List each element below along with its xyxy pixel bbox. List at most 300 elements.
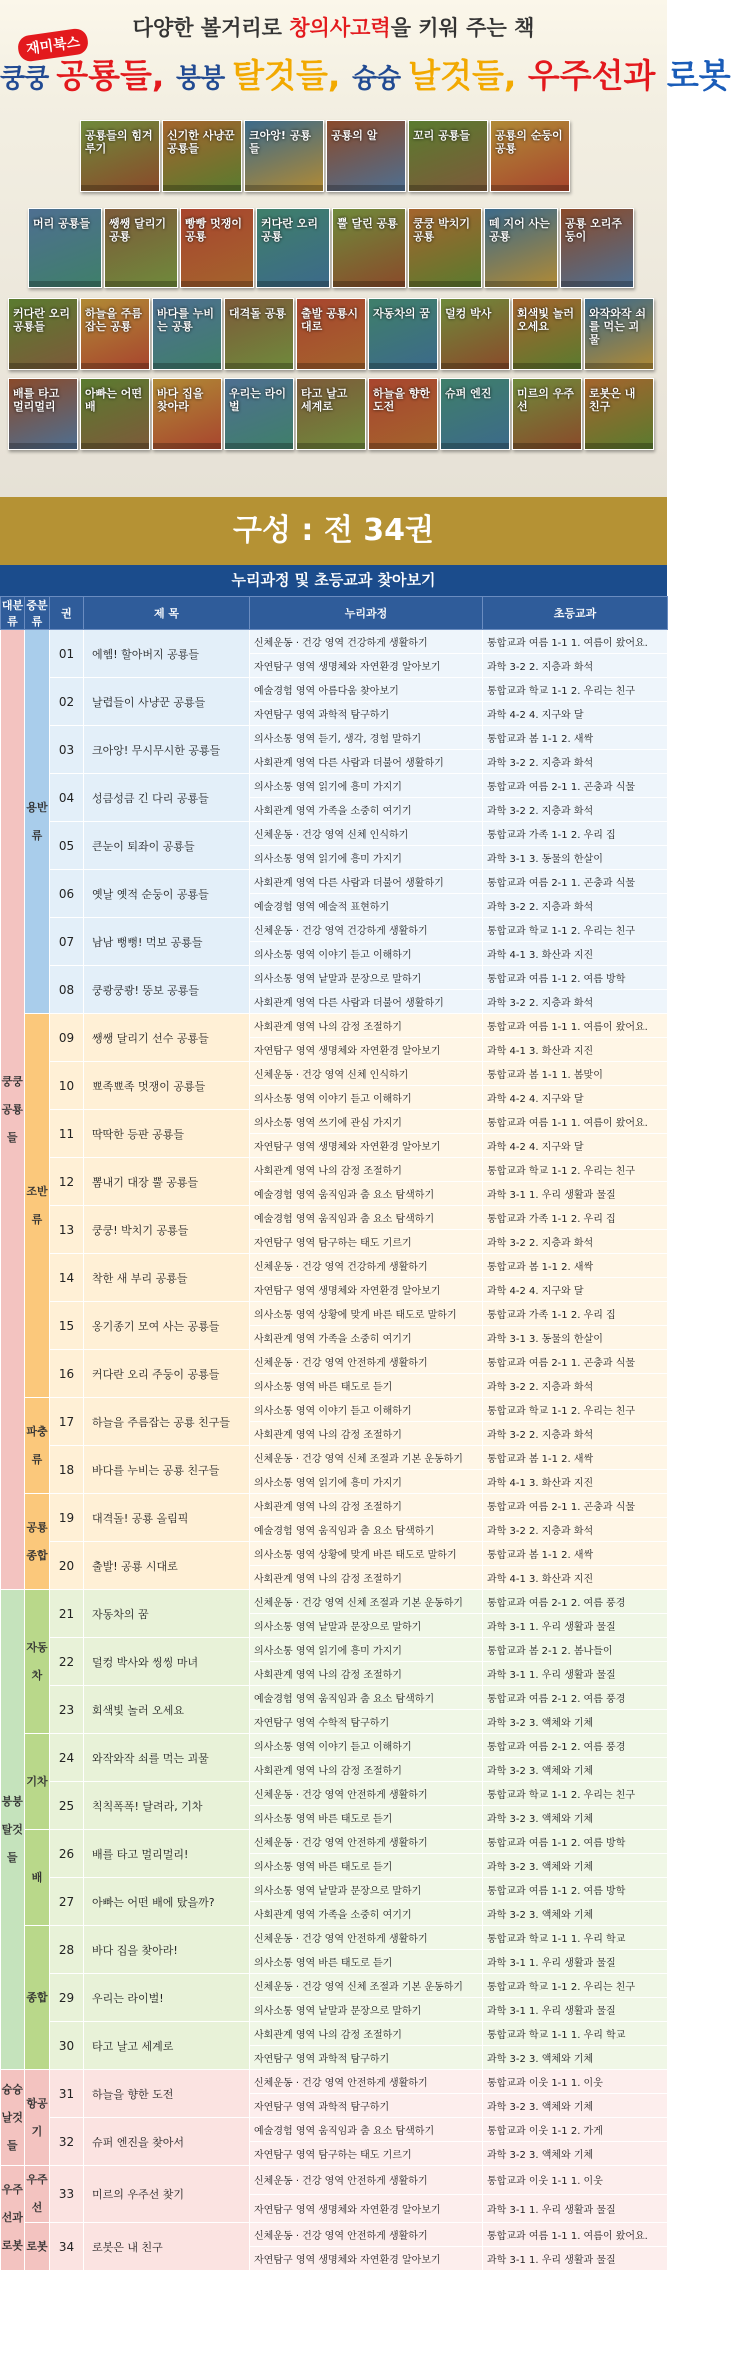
nuri-curriculum-item: 의사소통 영역 낱말과 문장으로 말하기 <box>250 1614 483 1638</box>
book-title: 타고 날고 세계로 <box>84 2022 250 2070</box>
nuri-curriculum-item: 신체운동 · 건강 영역 안전하게 생활하기 <box>250 1926 483 1950</box>
book-title: 뽐내기 대장 뿔 공룡들 <box>84 1158 250 1206</box>
book-cover <box>28 208 102 288</box>
book-title: 칙칙폭폭! 달려라, 기차 <box>84 1782 250 1830</box>
elementary-curriculum-item: 과학 3-2 3. 액체와 기체 <box>483 1758 668 1782</box>
book-title: 아빠는 어떤 배에 탔을까? <box>84 1878 250 1926</box>
volume-number: 29 <box>50 1974 84 2022</box>
book-cover-title: 신기한 사냥꾼 공룡들 <box>167 129 235 155</box>
book-cover <box>224 378 294 450</box>
volume-number: 30 <box>50 2022 84 2070</box>
book-cover <box>512 378 582 450</box>
book-title: 바다를 누비는 공룡 친구들 <box>84 1446 250 1494</box>
book-title: 하늘을 향한 도전 <box>84 2070 250 2118</box>
elementary-curriculum-item: 통합교과 여름 1-1 1. 여름이 왔어요. <box>483 630 668 654</box>
nuri-curriculum-item: 예술경험 영역 예술적 표현하기 <box>250 894 483 918</box>
book-cover-title: 우리는 라이벌 <box>229 387 286 413</box>
nuri-curriculum-item: 신체운동 · 건강 영역 안전하게 생활하기 <box>250 2070 483 2094</box>
curriculum-table <box>0 596 668 2271</box>
nuri-curriculum-item: 신체운동 · 건강 영역 신체 인식하기 <box>250 822 483 846</box>
nuri-curriculum-item: 사회관계 영역 나의 감정 조절하기 <box>250 2022 483 2046</box>
volume-number: 13 <box>50 1206 84 1254</box>
elementary-curriculum-item: 통합교과 가족 1-1 2. 우리 집 <box>483 822 668 846</box>
nuri-curriculum-item: 신체운동 · 건강 영역 신체 조절과 기본 운동하기 <box>250 1446 483 1470</box>
nuri-curriculum-item: 의사소통 영역 상황에 맞게 바른 태도로 말하기 <box>250 1302 483 1326</box>
book-cover <box>162 120 242 192</box>
book-title: 쿵쿵! 박치기 공룡들 <box>84 1206 250 1254</box>
book-cover-title: 미르의 우주선 <box>517 387 574 413</box>
volume-number: 32 <box>50 2118 84 2166</box>
book-cover-band <box>245 185 323 191</box>
volume-number: 02 <box>50 678 84 726</box>
book-cover-band <box>585 363 653 369</box>
table-title: 누리과정 및 초등교과 찾아보기 <box>0 565 667 596</box>
volume-number: 31 <box>50 2070 84 2118</box>
nuri-curriculum-item: 예술경험 영역 아름다움 찾아보기 <box>250 678 483 702</box>
book-cover <box>368 298 438 370</box>
table-row <box>1 966 668 990</box>
book-cover-title: 떼 지어 사는 공룡 <box>489 217 550 243</box>
book-cover-band <box>81 185 159 191</box>
book-cover <box>152 378 222 450</box>
elementary-curriculum-item: 통합교과 학교 1-1 2. 우리는 친구 <box>483 1398 668 1422</box>
nuri-curriculum-item: 의사소통 영역 이야기 듣고 이해하기 <box>250 1086 483 1110</box>
book-title: 덜컹 박사와 씽씽 마녀 <box>84 1638 250 1686</box>
elementary-curriculum-item: 과학 3-2 3. 액체와 기체 <box>483 1806 668 1830</box>
elementary-curriculum-item: 과학 3-1 3. 동물의 한살이 <box>483 1326 668 1350</box>
elementary-curriculum-item: 과학 3-2 2. 지층과 화석 <box>483 1230 668 1254</box>
book-cover-band <box>441 443 509 449</box>
book-cover-title: 대격돌 공룡 <box>229 307 286 320</box>
series-title-part <box>527 56 667 95</box>
volume-number: 18 <box>50 1446 84 1494</box>
book-cover-title: 공룡 오리주둥이 <box>565 217 622 243</box>
book-cover-band <box>369 443 437 449</box>
table-row <box>1 1254 668 1278</box>
elementary-curriculum-item: 과학 3-1 3. 동물의 한살이 <box>483 846 668 870</box>
book-cover <box>104 208 178 288</box>
book-cover-title: 공룡들의 힘겨루기 <box>85 129 153 155</box>
elementary-curriculum-item: 과학 4-2 4. 지구와 달 <box>483 1278 668 1302</box>
book-cover <box>440 378 510 450</box>
book-cover-band <box>327 185 405 191</box>
book-cover-title: 쌩쌩 달리기 공룡 <box>109 217 166 243</box>
category-cell: 붕붕 탈것들 <box>1 1590 25 2070</box>
book-cover <box>408 120 488 192</box>
nuri-curriculum-item: 사회관계 영역 나의 감정 조절하기 <box>250 1422 483 1446</box>
book-title: 쿵쾅쿵쾅! 뚱보 공룡들 <box>84 966 250 1014</box>
nuri-curriculum-item: 신체운동 · 건강 영역 건강하게 생활하기 <box>250 1254 483 1278</box>
elementary-curriculum-item: 과학 4-1 3. 화산과 지진 <box>483 1470 668 1494</box>
elementary-curriculum-item: 과학 3-2 3. 액체와 기체 <box>483 1854 668 1878</box>
nuri-curriculum-item: 사회관계 영역 가족을 소중히 여기기 <box>250 1902 483 1926</box>
elementary-curriculum-item: 통합교과 가족 1-1 2. 우리 집 <box>483 1206 668 1230</box>
series-title-sound: 쿵쿵 <box>0 64 57 94</box>
nuri-curriculum-item: 예술경험 영역 움직임과 춤 요소 탐색하기 <box>250 1206 483 1230</box>
nuri-curriculum-item: 사회관계 영역 나의 감정 조절하기 <box>250 1158 483 1182</box>
volume-count-banner: 구성 : 전 34권 <box>0 497 667 565</box>
nuri-curriculum-item: 의사소통 영역 읽기에 흥미 가지기 <box>250 1638 483 1662</box>
book-title: 에헴! 할아버지 공룡들 <box>84 630 250 678</box>
series-title-word: 로봇 <box>666 56 731 95</box>
volume-number: 17 <box>50 1398 84 1446</box>
elementary-curriculum-item: 통합교과 봄 1-1 2. 새싹 <box>483 1446 668 1470</box>
book-cover-band <box>225 443 293 449</box>
book-cover-title: 덜컹 박사 <box>445 307 492 320</box>
nuri-curriculum-item: 자연탐구 영역 생명체와 자연환경 알아보기 <box>250 1038 483 1062</box>
table-row <box>1 1062 668 1086</box>
book-cover-band <box>513 363 581 369</box>
table-row <box>1 2022 668 2046</box>
volume-number: 15 <box>50 1302 84 1350</box>
nuri-curriculum-item: 신체운동 · 건강 영역 신체 조절과 기본 운동하기 <box>250 1974 483 1998</box>
book-title: 슈퍼 엔진을 찾아서 <box>84 2118 250 2166</box>
elementary-curriculum-item: 과학 3-2 2. 지층과 화석 <box>483 1518 668 1542</box>
elementary-curriculum-item: 과학 3-2 2. 지층과 화석 <box>483 894 668 918</box>
book-cover-title: 하늘을 향한 도전 <box>373 387 430 413</box>
book-cover-title: 머리 공룡들 <box>33 217 90 230</box>
category-cell: 슝슝 날것들 <box>1 2070 25 2166</box>
nuri-curriculum-item: 의사소통 영역 이야기 듣고 이해하기 <box>250 1734 483 1758</box>
book-cover <box>80 378 150 450</box>
elementary-curriculum-item: 통합교과 여름 1-1 1. 여름이 왔어요. <box>483 2223 668 2247</box>
table-row <box>1 2223 668 2247</box>
series-title-word: 날것들, <box>408 56 528 95</box>
elementary-curriculum-item: 통합교과 학교 1-1 2. 우리는 친구 <box>483 1158 668 1182</box>
elementary-curriculum-item: 과학 4-2 4. 지구와 달 <box>483 1134 668 1158</box>
book-cover-title: 커다란 오리 공룡들 <box>13 307 70 333</box>
nuri-curriculum-item: 의사소통 영역 상황에 맞게 바른 태도로 말하기 <box>250 1542 483 1566</box>
nuri-curriculum-item: 사회관계 영역 가족을 소중히 여기기 <box>250 1326 483 1350</box>
book-cover-band <box>297 363 365 369</box>
volume-number: 11 <box>50 1110 84 1158</box>
book-title: 날렵들이 사냥꾼 공룡들 <box>84 678 250 726</box>
elementary-curriculum-item: 과학 3-1 1. 우리 생활과 물질 <box>483 2194 668 2223</box>
book-cover <box>326 120 406 192</box>
book-cover <box>80 298 150 370</box>
elementary-curriculum-item: 통합교과 학교 1-1 1. 우리 학교 <box>483 2022 668 2046</box>
book-cover <box>152 298 222 370</box>
book-cover <box>560 208 634 288</box>
book-cover-title: 바다 집을 찾아라 <box>157 387 204 413</box>
series-title-sound: 붕붕 <box>175 64 233 94</box>
table-row <box>1 1398 668 1422</box>
volume-number: 34 <box>50 2223 84 2271</box>
series-title-word: 탈것들, <box>232 56 352 95</box>
volume-number: 33 <box>50 2166 84 2223</box>
book-cover-title: 바다를 누비는 공룡 <box>157 307 214 333</box>
volume-number: 25 <box>50 1782 84 1830</box>
nuri-curriculum-item: 의사소통 영역 바른 태도로 듣기 <box>250 1374 483 1398</box>
nuri-curriculum-item: 자연탐구 영역 생명체와 자연환경 알아보기 <box>250 1134 483 1158</box>
book-cover <box>80 120 160 192</box>
series-title-word: 우주선과 <box>527 56 667 95</box>
table-row <box>1 678 668 702</box>
book-cover <box>368 378 438 450</box>
book-cover-band <box>81 443 149 449</box>
nuri-curriculum-item: 자연탐구 영역 과학적 탐구하기 <box>250 2046 483 2070</box>
book-cover-title: 로봇은 내 친구 <box>589 387 636 413</box>
table-row <box>1 1638 668 1662</box>
book-cover-title: 쿵쿵 박치기 공룡 <box>413 217 470 243</box>
subcategory-cell: 로봇 <box>25 2223 50 2271</box>
book-title: 성큼성큼 긴 다리 공룡들 <box>84 774 250 822</box>
nuri-curriculum-item: 사회관계 영역 나의 감정 조절하기 <box>250 1662 483 1686</box>
elementary-curriculum-item: 과학 3-2 3. 액체와 기체 <box>483 2046 668 2070</box>
book-cover <box>408 208 482 288</box>
elementary-curriculum-item: 통합교과 학교 1-1 2. 우리는 친구 <box>483 678 668 702</box>
nuri-curriculum-item: 예술경험 영역 움직임과 춤 요소 탐색하기 <box>250 1182 483 1206</box>
elementary-curriculum-item: 통합교과 봄 1-1 2. 새싹 <box>483 1254 668 1278</box>
elementary-curriculum-item: 과학 3-2 3. 액체와 기체 <box>483 2094 668 2118</box>
book-cover-title: 배를 타고 멀리멀리 <box>13 387 60 413</box>
book-title: 로봇은 내 친구 <box>84 2223 250 2271</box>
book-title: 자동차의 꿈 <box>84 1590 250 1638</box>
elementary-curriculum-item: 통합교과 학교 1-1 2. 우리는 친구 <box>483 1974 668 1998</box>
subcategory-cell: 공룡종합 <box>25 1494 50 1590</box>
category-cell: 쿵쿵 공룡들 <box>1 630 25 1590</box>
brand-badge: 재미북스 <box>17 27 90 63</box>
nuri-curriculum-item: 신체운동 · 건강 영역 건강하게 생활하기 <box>250 918 483 942</box>
elementary-curriculum-item: 통합교과 여름 1-1 2. 여름 방학 <box>483 1878 668 1902</box>
nuri-curriculum-item: 자연탐구 영역 생명체와 자연환경 알아보기 <box>250 2247 483 2271</box>
table-header-cell: 제 목 <box>84 597 250 630</box>
nuri-curriculum-item: 예술경험 영역 움직임과 춤 요소 탐색하기 <box>250 1518 483 1542</box>
book-cover-band <box>585 443 653 449</box>
book-cover-band <box>485 281 557 287</box>
volume-number: 04 <box>50 774 84 822</box>
elementary-curriculum-item: 통합교과 봄 2-1 2. 봄나들이 <box>483 1638 668 1662</box>
elementary-curriculum-item: 과학 3-1 1. 우리 생활과 물질 <box>483 1182 668 1206</box>
book-cover-band <box>441 363 509 369</box>
nuri-curriculum-item: 의사소통 영역 바른 태도로 듣기 <box>250 1806 483 1830</box>
book-cover-title: 타고 날고 세계로 <box>301 387 348 413</box>
book-cover-band <box>181 281 253 287</box>
book-cover <box>8 378 78 450</box>
book-cover <box>256 208 330 288</box>
book-cover <box>332 208 406 288</box>
elementary-curriculum-item: 통합교과 여름 2-1 1. 곤충과 식물 <box>483 870 668 894</box>
book-title: 옛날 옛적 순둥이 공룡들 <box>84 870 250 918</box>
book-title: 쌩쌩 달리기 선수 공룡들 <box>84 1014 250 1062</box>
table-row <box>1 1590 668 1614</box>
elementary-curriculum-item: 통합교과 봄 1-1 2. 새싹 <box>483 726 668 750</box>
book-cover-band <box>409 281 481 287</box>
book-cover-band <box>153 363 221 369</box>
table-row <box>1 1206 668 1230</box>
book-title: 미르의 우주선 찾기 <box>84 2166 250 2223</box>
elementary-curriculum-item: 통합교과 여름 2-1 2. 여름 풍경 <box>483 1590 668 1614</box>
nuri-curriculum-item: 의사소통 영역 이야기 듣고 이해하기 <box>250 942 483 966</box>
book-cover-title: 공룡의 알 <box>331 129 378 142</box>
table-header-cell: 대분류 <box>1 597 25 630</box>
nuri-curriculum-item: 신체운동 · 건강 영역 안전하게 생활하기 <box>250 2223 483 2247</box>
volume-number: 14 <box>50 1254 84 1302</box>
table-header-cell: 중분류 <box>25 597 50 630</box>
book-cover-band <box>333 281 405 287</box>
elementary-curriculum-item: 과학 3-2 2. 지층과 화석 <box>483 798 668 822</box>
book-cover <box>484 208 558 288</box>
book-cover <box>296 378 366 450</box>
nuri-curriculum-item: 자연탐구 영역 탐구하는 태도 기르기 <box>250 2142 483 2166</box>
elementary-curriculum-item: 과학 3-1 1. 우리 생활과 물질 <box>483 1662 668 1686</box>
nuri-curriculum-item: 사회관계 영역 나의 감정 조절하기 <box>250 1494 483 1518</box>
nuri-curriculum-item: 의사소통 영역 듣기, 생각, 경험 말하기 <box>250 726 483 750</box>
nuri-curriculum-item: 사회관계 영역 나의 감정 조절하기 <box>250 1014 483 1038</box>
nuri-curriculum-item: 의사소통 영역 이야기 듣고 이해하기 <box>250 1398 483 1422</box>
nuri-curriculum-item: 사회관계 영역 가족을 소중히 여기기 <box>250 798 483 822</box>
series-title-part <box>0 56 176 95</box>
book-cover <box>244 120 324 192</box>
book-cover-band <box>491 185 569 191</box>
elementary-curriculum-item: 과학 3-2 2. 지층과 화석 <box>483 990 668 1014</box>
category-cell: 우주선과 로봇 <box>1 2166 25 2271</box>
elementary-curriculum-item: 통합교과 학교 1-1 2. 우리는 친구 <box>483 918 668 942</box>
book-title: 출발! 공룡 시대로 <box>84 1542 250 1590</box>
hero-banner <box>0 0 731 497</box>
book-cover-band <box>225 363 293 369</box>
subcategory-cell: 배 <box>25 1830 50 1926</box>
book-title: 남남 뻥뻥! 먹보 공룡들 <box>84 918 250 966</box>
book-cover <box>8 298 78 370</box>
elementary-curriculum-item: 과학 3-2 2. 지층과 화석 <box>483 1422 668 1446</box>
elementary-curriculum-item: 통합교과 이웃 1-1 1. 이웃 <box>483 2166 668 2195</box>
table-row <box>1 1494 668 1518</box>
book-title: 뾰족뾰족 멋쟁이 공룡들 <box>84 1062 250 1110</box>
subcategory-cell: 항공기 <box>25 2070 50 2166</box>
book-cover-title: 하늘을 주름잡는 공룡 <box>85 307 142 333</box>
nuri-curriculum-item: 신체운동 · 건강 영역 건강하게 생활하기 <box>250 630 483 654</box>
nuri-curriculum-item: 신체운동 · 건강 영역 신체 인식하기 <box>250 1062 483 1086</box>
subcategory-cell: 종합 <box>25 1926 50 2070</box>
book-cover-title: 출발 공룡시대로 <box>301 307 358 333</box>
book-cover-title: 공룡의 순둥이 공룡 <box>495 129 563 155</box>
book-title: 배를 타고 멀리멀리! <box>84 1830 250 1878</box>
book-cover <box>584 298 654 370</box>
volume-number: 09 <box>50 1014 84 1062</box>
nuri-curriculum-item: 자연탐구 영역 탐구하는 태도 기르기 <box>250 1230 483 1254</box>
table-row <box>1 726 668 750</box>
elementary-curriculum-item: 통합교과 여름 1-1 2. 여름 방학 <box>483 1830 668 1854</box>
nuri-curriculum-item: 의사소통 영역 읽기에 흥미 가지기 <box>250 774 483 798</box>
table-row <box>1 1878 668 1902</box>
nuri-curriculum-item: 의사소통 영역 낱말과 문장으로 말하기 <box>250 1878 483 1902</box>
book-cover-title: 아빠는 어떤 배 <box>85 387 142 413</box>
nuri-curriculum-item: 사회관계 영역 다른 사람과 더불어 생활하기 <box>250 990 483 1014</box>
book-cover-band <box>9 363 77 369</box>
table-row <box>1 1302 668 1326</box>
hero-tagline: 다양한 볼거리로 창의사고력을 키워 주는 책 <box>132 16 535 40</box>
table-row <box>1 918 668 942</box>
book-cover-band <box>153 443 221 449</box>
book-cover-title: 빵빵 멋쟁이 공룡 <box>185 217 242 243</box>
elementary-curriculum-item: 과학 3-2 2. 지층과 화석 <box>483 750 668 774</box>
nuri-curriculum-item: 사회관계 영역 다른 사람과 더불어 생활하기 <box>250 870 483 894</box>
table-row <box>1 1926 668 1950</box>
table-row <box>1 1158 668 1182</box>
elementary-curriculum-item: 통합교과 여름 2-1 1. 곤충과 식물 <box>483 1350 668 1374</box>
nuri-curriculum-item: 자연탐구 영역 생명체와 자연환경 알아보기 <box>250 2194 483 2223</box>
volume-number: 19 <box>50 1494 84 1542</box>
book-title: 회색빛 놀러 오세요 <box>84 1686 250 1734</box>
series-title-sound: 슝슝 <box>351 64 409 94</box>
table-row <box>1 1782 668 1806</box>
book-title: 큰눈이 퇴좌이 공룡들 <box>84 822 250 870</box>
elementary-curriculum-item: 과학 3-2 3. 액체와 기체 <box>483 1710 668 1734</box>
table-row <box>1 2070 668 2094</box>
volume-number: 03 <box>50 726 84 774</box>
nuri-curriculum-item: 자연탐구 영역 수학적 탐구하기 <box>250 1710 483 1734</box>
table-header-cell: 초등교과 <box>483 597 668 630</box>
table-row <box>1 1350 668 1374</box>
book-title: 커다란 오리 주둥이 공룡들 <box>84 1350 250 1398</box>
book-cover <box>224 298 294 370</box>
book-cover <box>440 298 510 370</box>
nuri-curriculum-item: 신체운동 · 건강 영역 안전하게 생활하기 <box>250 1782 483 1806</box>
table-header-cell: 누리과정 <box>250 597 483 630</box>
series-title-part <box>666 56 731 95</box>
elementary-curriculum-item: 과학 3-1 1. 우리 생활과 물질 <box>483 1998 668 2022</box>
volume-number: 08 <box>50 966 84 1014</box>
table-row <box>1 1974 668 1998</box>
nuri-curriculum-item: 신체운동 · 건강 영역 안전하게 생활하기 <box>250 1350 483 1374</box>
elementary-curriculum-item: 과학 4-1 3. 화산과 지진 <box>483 1566 668 1590</box>
volume-number: 26 <box>50 1830 84 1878</box>
book-cover-title: 꼬리 공룡들 <box>413 129 470 142</box>
book-cover <box>296 298 366 370</box>
elementary-curriculum-item: 통합교과 학교 1-1 1. 우리 학교 <box>483 1926 668 1950</box>
book-cover-band <box>163 185 241 191</box>
nuri-curriculum-item: 의사소통 영역 바른 태도로 듣기 <box>250 1950 483 1974</box>
book-title: 와작와작 쇠를 먹는 괴물 <box>84 1734 250 1782</box>
book-title: 옹기종기 모여 사는 공룡들 <box>84 1302 250 1350</box>
nuri-curriculum-item: 신체운동 · 건강 영역 신체 조절과 기본 운동하기 <box>250 1590 483 1614</box>
nuri-curriculum-item: 의사소통 영역 읽기에 흥미 가지기 <box>250 846 483 870</box>
subcategory-cell: 우주선 <box>25 2166 50 2223</box>
series-title-word: 공룡들, <box>56 56 176 95</box>
elementary-curriculum-item: 통합교과 여름 2-1 1. 곤충과 식물 <box>483 1494 668 1518</box>
table-row <box>1 1830 668 1854</box>
table-row <box>1 2166 668 2195</box>
elementary-curriculum-item: 통합교과 이웃 1-1 1. 이웃 <box>483 2070 668 2094</box>
volume-number: 27 <box>50 1878 84 1926</box>
book-cover-band <box>297 443 365 449</box>
elementary-curriculum-item: 통합교과 여름 1-1 1. 여름이 왔어요. <box>483 1110 668 1134</box>
book-title: 크아앙! 무시무시한 공룡들 <box>84 726 250 774</box>
volume-number: 22 <box>50 1638 84 1686</box>
table-row <box>1 822 668 846</box>
elementary-curriculum-item: 통합교과 여름 2-1 2. 여름 풍경 <box>483 1734 668 1758</box>
elementary-curriculum-item: 통합교과 여름 1-1 1. 여름이 왔어요. <box>483 1014 668 1038</box>
subcategory-cell: 용반류 <box>25 630 50 1014</box>
book-title: 하늘을 주름잡는 공룡 친구들 <box>84 1398 250 1446</box>
table-row <box>1 774 668 798</box>
elementary-curriculum-item: 통합교과 이웃 1-1 2. 가게 <box>483 2118 668 2142</box>
book-cover-title: 와작와작 쇠를 먹는 괴물 <box>589 307 646 346</box>
book-cover-band <box>105 281 177 287</box>
book-cover-grid <box>0 120 667 500</box>
book-cover-title: 자동차의 꿈 <box>373 307 430 320</box>
elementary-curriculum-item: 과학 3-2 2. 지층과 화석 <box>483 1374 668 1398</box>
table-row <box>1 1542 668 1566</box>
book-cover-band <box>561 281 633 287</box>
nuri-curriculum-item: 의사소통 영역 낱말과 문장으로 말하기 <box>250 966 483 990</box>
book-cover-band <box>81 363 149 369</box>
elementary-curriculum-item: 통합교과 봄 1-1 1. 봄맞이 <box>483 1062 668 1086</box>
volume-number: 23 <box>50 1686 84 1734</box>
volume-number: 01 <box>50 630 84 678</box>
elementary-curriculum-item: 과학 3-1 1. 우리 생활과 물질 <box>483 1614 668 1638</box>
